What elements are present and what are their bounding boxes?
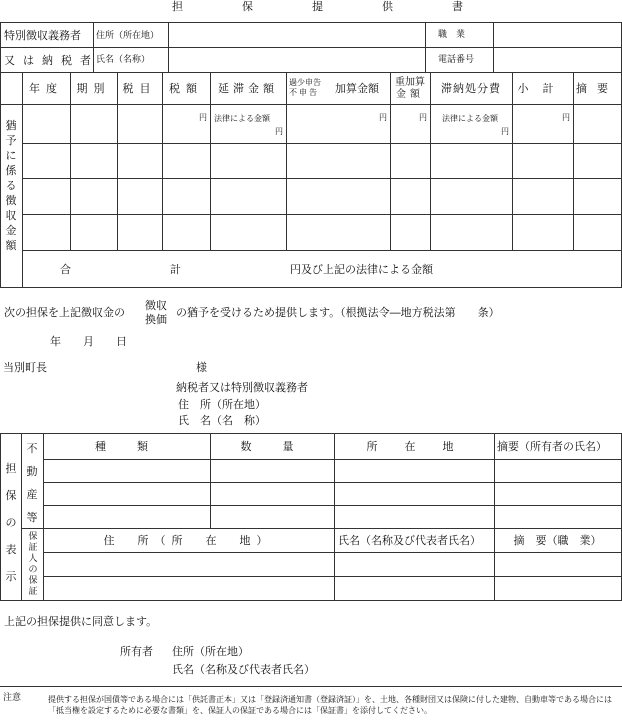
real-estate-label: 不動産等 (26, 442, 38, 524)
declaration-option-conversion: 換価 (145, 313, 167, 326)
col-under-report: 過少申告 (289, 78, 321, 87)
rule (512, 72, 513, 250)
rule (22, 143, 622, 144)
col-guarantor-name: 氏名（名称及び代表者氏名） (338, 534, 481, 547)
taxpayer-label-2 (4, 55, 99, 66)
name-field[interactable] (169, 48, 425, 72)
unit-yen-subtotal: 円 (562, 113, 570, 122)
declaration-suffix: の猶予を受けるため提供します。（根拠法令―地方税法第 条） (176, 306, 500, 319)
name-label: 氏名（名称） (96, 55, 151, 65)
rule (117, 72, 118, 250)
addressee: 当別町長 (3, 361, 47, 374)
rule (425, 22, 426, 72)
rule (0, 22, 1, 72)
col-no-report: 不申告 (289, 88, 319, 97)
rule (0, 72, 1, 287)
total-label (60, 264, 225, 275)
taxpayer-label-2-text: 又は納税者 (4, 54, 99, 67)
phone-label: 電話番号 (438, 55, 475, 65)
col-additional-tax: 加算金額 (335, 82, 379, 95)
rule (0, 433, 1, 600)
signer-name: 氏 名（名 称） (178, 414, 266, 427)
rule (162, 72, 163, 250)
owner-name: 氏名（名称及び代表者氏名） (172, 663, 315, 676)
declaration-date: 年 月 日 (50, 335, 127, 348)
rule (43, 459, 622, 460)
rule (286, 72, 287, 250)
rule (43, 505, 622, 506)
col-fiscal-year: 年度 (29, 82, 63, 95)
rule (0, 287, 622, 288)
form-title-text: 担 保 提 供 書 (172, 0, 487, 13)
phone-field[interactable] (494, 48, 621, 72)
col-period: 期別 (76, 82, 111, 95)
col-owner-remarks: 摘要（所有者の氏名） (497, 440, 607, 453)
form-title (172, 0, 487, 13)
signer-address: 住 所（所在地） (178, 398, 266, 411)
rule (43, 433, 44, 600)
honorific: 様 (196, 361, 207, 374)
rule (0, 686, 622, 687)
rule (21, 433, 22, 600)
address-field[interactable] (169, 23, 425, 47)
rule (334, 433, 335, 600)
legal-amount-late-fee: 法律による金額 (214, 114, 270, 123)
unit-yen-tax: 円 (199, 113, 207, 122)
rule (22, 214, 622, 215)
rule (22, 72, 23, 287)
owner-label: 所有者 (120, 645, 153, 658)
col-quantity: 数 量 (240, 440, 304, 453)
consent-text: 上記の担保提供に同意します。 (4, 615, 158, 628)
rule (0, 72, 622, 73)
occupation-label: 職 業 (438, 30, 466, 40)
col-type: 種 類 (95, 440, 158, 453)
unit-yen-late-fee: 円 (275, 127, 283, 136)
address-label: 住所（所在地） (96, 31, 160, 41)
total-suffix: 円及び上記の法律による金額 (290, 263, 433, 276)
signer-role: 納税者又は特別徴収義務者 (176, 381, 308, 394)
unit-yen-heavy: 円 (419, 113, 427, 122)
rule (210, 72, 211, 250)
col-disposition-fee: 滞納処分費 (441, 82, 501, 95)
rule (43, 552, 622, 553)
rule (22, 250, 622, 251)
rule (0, 433, 622, 434)
rule (43, 482, 622, 483)
col-heavy-additional-2: 金額 (396, 89, 424, 100)
legal-amount-disposition: 法律による金額 (442, 114, 498, 123)
col-location: 所 在 地 (366, 440, 462, 453)
unit-yen-additional: 円 (379, 113, 387, 122)
taxpayer-label-1: 特別徴収義務者 (4, 29, 81, 42)
guarantor-label: 保証人の保証 (28, 532, 38, 597)
col-heavy-additional-1: 重加算 (395, 77, 425, 88)
rule (494, 433, 495, 600)
total-label-text: 合 計 (60, 263, 225, 276)
col-tax-item: 税目 (122, 82, 157, 95)
rule (43, 576, 622, 577)
rule (70, 72, 71, 250)
amount-side-label: 猶予に係る徴収金額 (5, 119, 17, 252)
rule (430, 72, 431, 250)
col-late-fee: 延滞金額 (218, 82, 278, 95)
declaration-prefix: 次の担保を上記徴収金の (4, 306, 125, 319)
col-guarantor-address: 住 所（所 在 地） (103, 534, 274, 547)
declaration-option-collection: 徴収 (145, 299, 167, 312)
col-tax-amount: 税額 (169, 82, 203, 95)
note-label: 注意 (3, 693, 22, 703)
note-text: 提供する担保が国債等である場合には「供託書正本」又は「登録済通知書（登録済証）」を、土地、各種財団又は保険に付した建物、自動車等である場合には「抵当権を設定するために必要な書類」を、保証人の保証である場合には「保証書」を添付してください。 (48, 695, 612, 715)
rule (573, 72, 574, 250)
rule (0, 600, 622, 601)
col-remarks: 摘要 (576, 82, 618, 95)
collateral-side-label: 担保の表示 (5, 462, 17, 583)
rule (22, 178, 622, 179)
occupation-field[interactable] (494, 23, 621, 47)
col-guarantor-remarks: 摘 要（職 業） (513, 534, 602, 547)
rule (0, 104, 622, 105)
owner-address: 住所（所在地） (172, 645, 249, 658)
rule (21, 528, 622, 529)
unit-yen-disposition: 円 (501, 127, 509, 136)
col-subtotal: 小計 (517, 82, 568, 95)
